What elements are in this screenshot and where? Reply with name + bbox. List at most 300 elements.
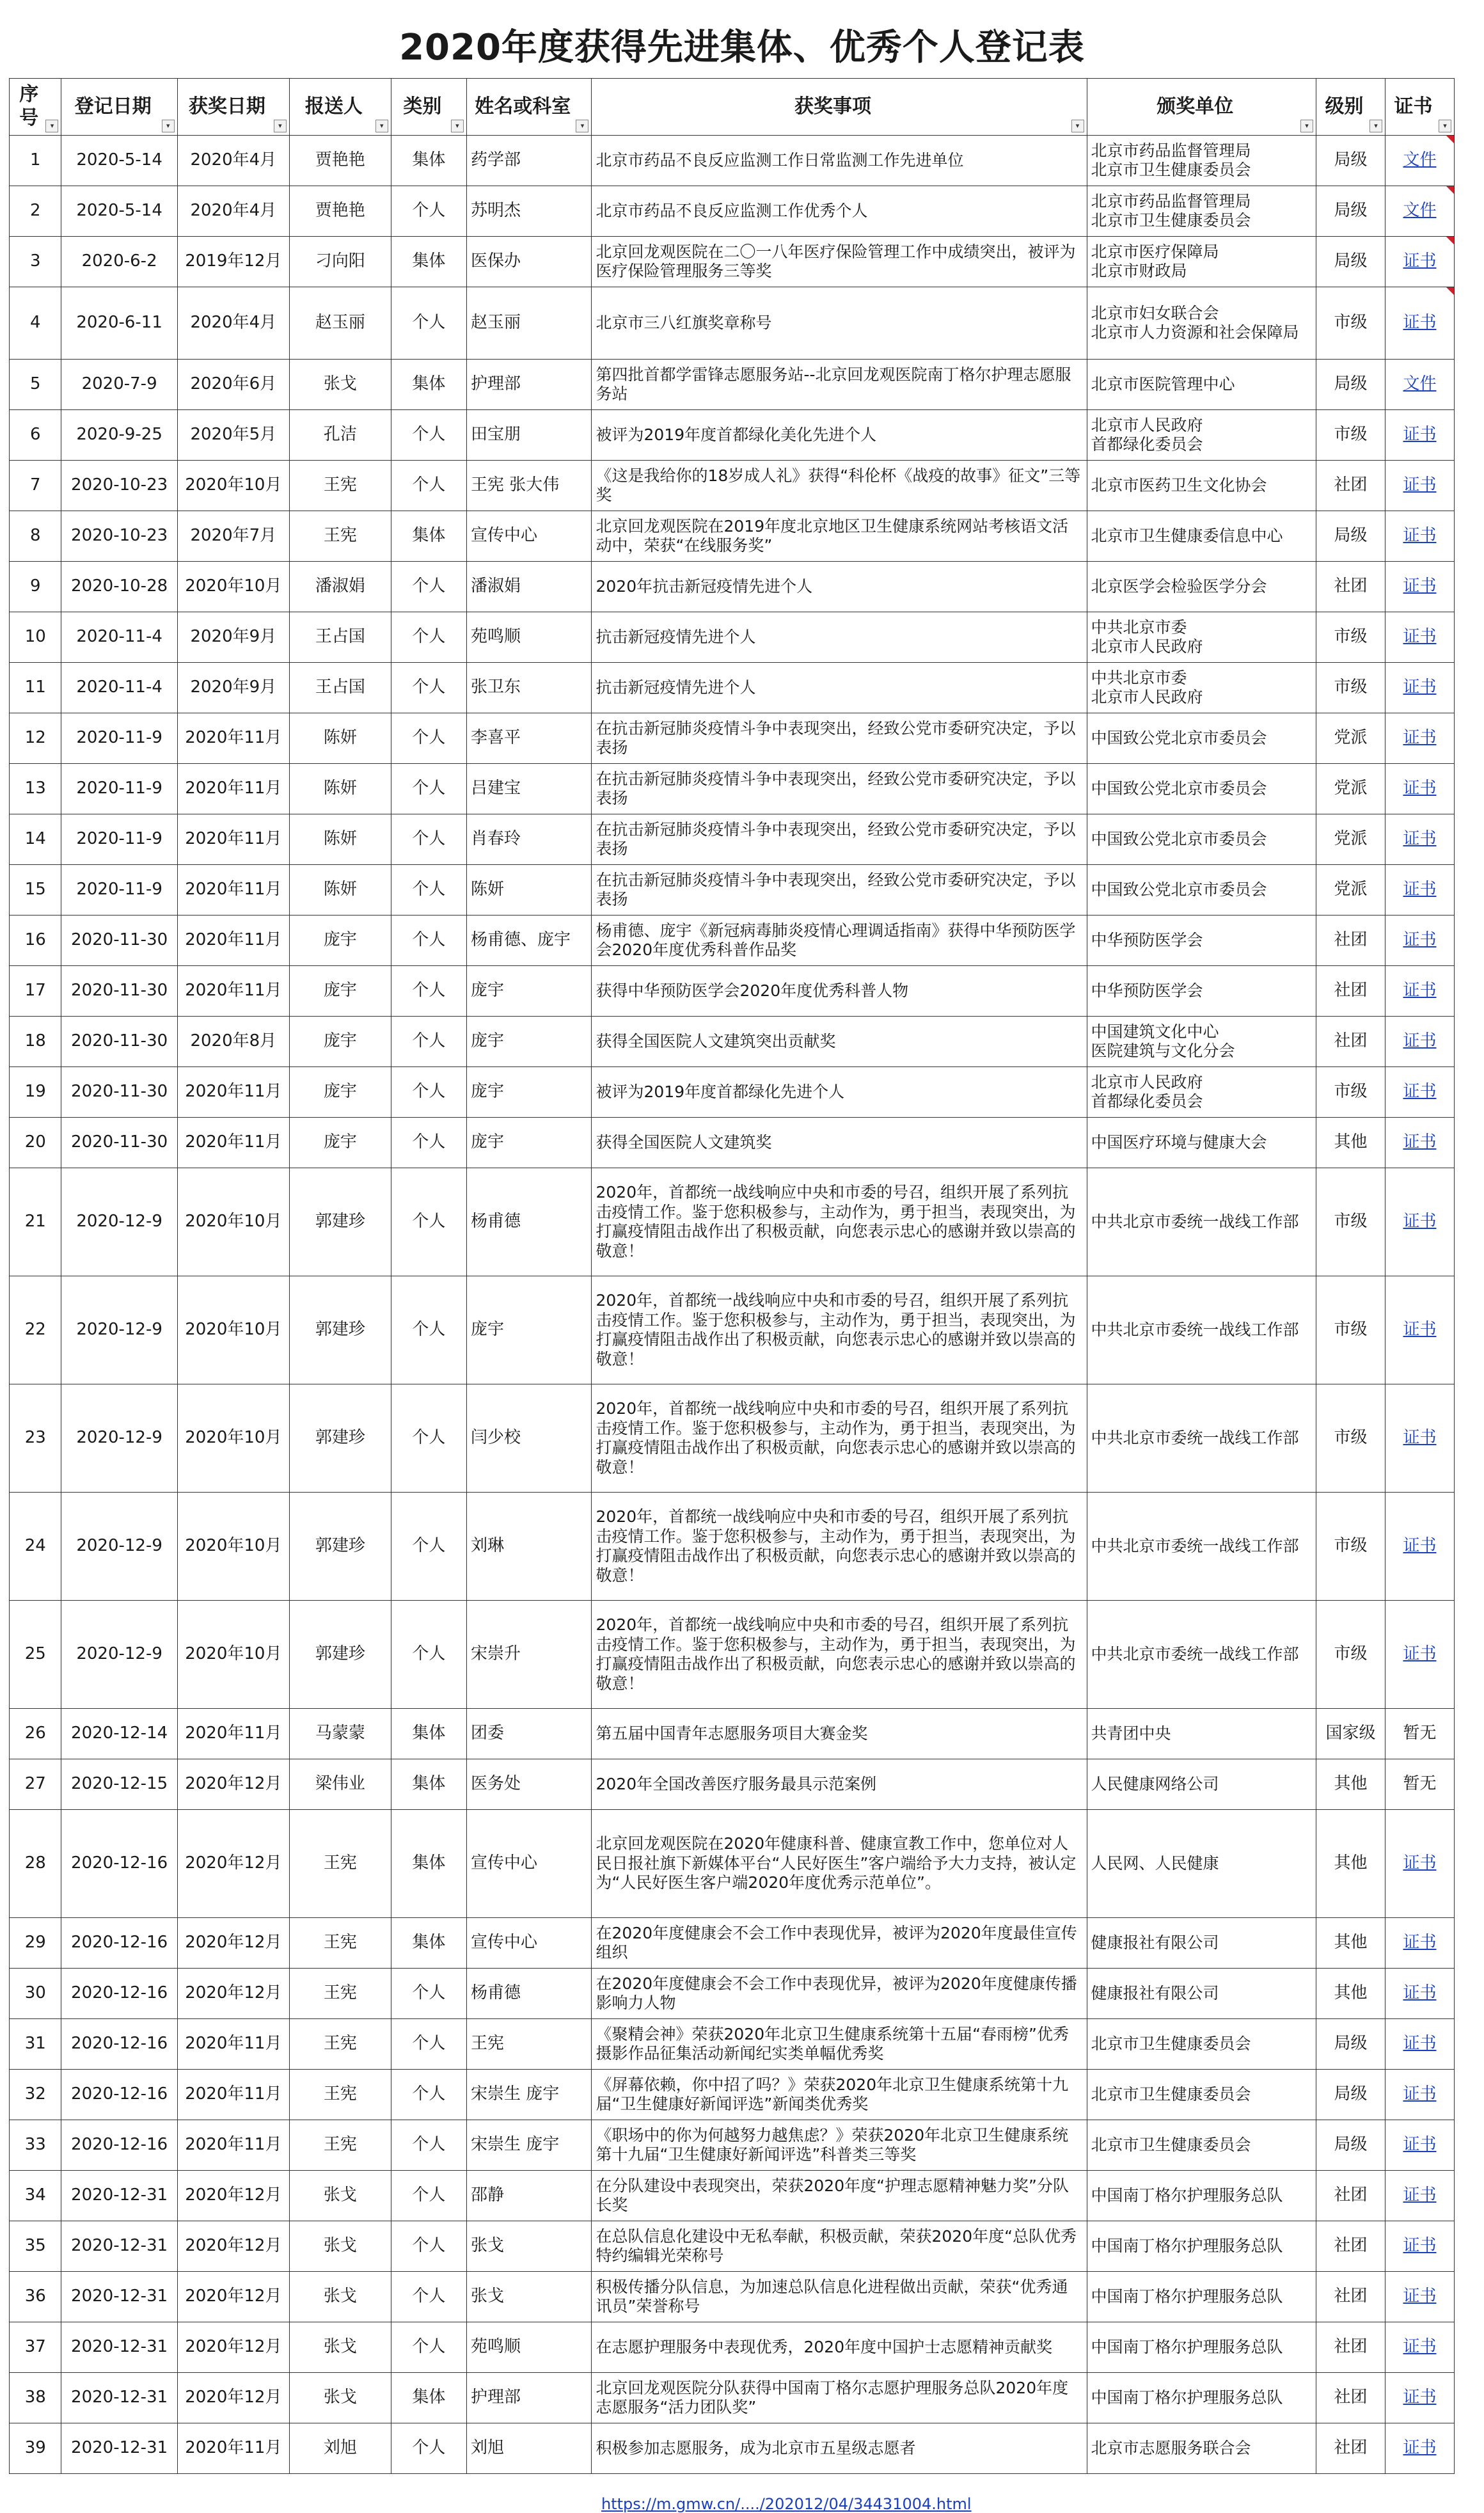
cell-name-dept: 杨甫德 <box>466 1168 592 1276</box>
table-row <box>10 2322 1455 2373</box>
cell-level: 局级 <box>1316 136 1385 186</box>
cell-register-date: 2020-11-30 <box>61 916 177 966</box>
cell-name-dept: 潘淑娟 <box>466 562 592 612</box>
cell-submitter: 庞宇 <box>289 1118 391 1168</box>
cell-issuer: 北京市卫生健康委信息中心 <box>1087 511 1316 562</box>
cell-award-date: 2020年7月 <box>177 511 289 562</box>
cell-category: 个人 <box>391 2070 466 2120</box>
cell-issuer: 中共北京市委 北京市人民政府 <box>1087 663 1316 713</box>
cell-category: 个人 <box>391 2019 466 2070</box>
cell-award-item: 在抗击新冠肺炎疫情斗争中表现突出，经致公党市委研究决定，予以表扬 <box>592 713 1087 764</box>
filter-dropdown-icon[interactable]: ▾ <box>1439 120 1451 132</box>
cell-level: 局级 <box>1316 360 1385 410</box>
cell-register-date: 2020-12-9 <box>61 1168 177 1276</box>
cell-name-dept: 李喜平 <box>466 713 592 764</box>
cell-issuer: 中国南丁格尔护理服务总队 <box>1087 2322 1316 2373</box>
filter-dropdown-icon[interactable]: ▾ <box>1300 120 1313 132</box>
cell-issuer: 北京市医疗保障局 北京市财政局 <box>1087 237 1316 287</box>
cell-name-dept: 王宪 <box>466 2019 592 2070</box>
cell-submitter: 张戈 <box>289 2272 391 2322</box>
cell-certificate[interactable]: 证书 <box>1385 2019 1454 2070</box>
cell-certificate[interactable]: 证书 <box>1385 713 1454 764</box>
cell-submitter: 郭建珍 <box>289 1168 391 1276</box>
cell-submitter: 王宪 <box>289 1969 391 2019</box>
cell-submitter: 张戈 <box>289 2373 391 2423</box>
table-row <box>10 1384 1455 1493</box>
cell-index: 16 <box>10 916 61 966</box>
cell-award-date: 2020年12月 <box>177 2373 289 2423</box>
cell-category: 个人 <box>391 663 466 713</box>
table-body <box>10 136 1455 2474</box>
cell-level: 党派 <box>1316 764 1385 814</box>
cell-category: 集体 <box>391 2373 466 2423</box>
cell-certificate: 暂无 <box>1385 1709 1454 1759</box>
cell-register-date: 2020-12-9 <box>61 1384 177 1493</box>
cell-issuer: 中国致公党北京市委员会 <box>1087 764 1316 814</box>
cell-name-dept: 医务处 <box>466 1759 592 1810</box>
cell-register-date: 2020-12-16 <box>61 1918 177 1969</box>
cell-certificate[interactable]: 证书 <box>1385 2322 1454 2373</box>
cell-award-item: 北京市药品不良反应监测工作优秀个人 <box>592 186 1087 237</box>
filter-dropdown-icon[interactable]: ▾ <box>375 120 388 132</box>
cell-index: 6 <box>10 410 61 461</box>
cell-level: 局级 <box>1316 186 1385 237</box>
cell-award-date: 2020年11月 <box>177 713 289 764</box>
cell-index: 19 <box>10 1067 61 1118</box>
cell-category: 个人 <box>391 461 466 511</box>
cell-level: 社团 <box>1316 562 1385 612</box>
cell-name-dept: 赵玉丽 <box>466 287 592 360</box>
cell-index: 11 <box>10 663 61 713</box>
cell-index: 14 <box>10 814 61 865</box>
cell-level: 局级 <box>1316 2070 1385 2120</box>
col-header-submitter <box>289 79 391 136</box>
cell-index: 29 <box>10 1918 61 1969</box>
cell-level: 局级 <box>1316 237 1385 287</box>
cell-certificate[interactable]: 证书 <box>1385 2120 1454 2171</box>
cell-submitter: 郭建珍 <box>289 1276 391 1384</box>
cell-certificate[interactable]: 文件 <box>1385 136 1454 186</box>
cell-category: 个人 <box>391 2171 466 2221</box>
cell-certificate[interactable]: 证书 <box>1385 764 1454 814</box>
cell-level: 社团 <box>1316 2373 1385 2423</box>
cell-index: 38 <box>10 2373 61 2423</box>
cell-index: 23 <box>10 1384 61 1493</box>
cell-issuer: 北京市药品监督管理局 北京市卫生健康委员会 <box>1087 186 1316 237</box>
cell-index: 31 <box>10 2019 61 2070</box>
col-header-register-date <box>61 79 177 136</box>
cell-award-item: 抗击新冠疫情先进个人 <box>592 612 1087 663</box>
cell-award-item: 积极传播分队信息，为加速总队信息化进程做出贡献，荣获“优秀通讯员”荣誉称号 <box>592 2272 1087 2322</box>
filter-dropdown-icon[interactable]: ▾ <box>1370 120 1382 132</box>
cell-issuer: 北京市人民政府 首都绿化委员会 <box>1087 410 1316 461</box>
col-header-index <box>10 79 61 136</box>
cell-level: 局级 <box>1316 511 1385 562</box>
table-row <box>10 1493 1455 1601</box>
header-label: 颁奖单位 <box>1156 95 1234 118</box>
cell-name-dept: 王宪 张大伟 <box>466 461 592 511</box>
cell-award-item: 2020年抗击新冠疫情先进个人 <box>592 562 1087 612</box>
cell-name-dept: 杨甫德、庞宇 <box>466 916 592 966</box>
cell-index: 2 <box>10 186 61 237</box>
cell-issuer: 中国建筑文化中心 医院建筑与文化分会 <box>1087 1017 1316 1067</box>
cell-register-date: 2020-12-16 <box>61 1969 177 2019</box>
cell-index: 18 <box>10 1017 61 1067</box>
cell-award-item: 《职场中的你为何越努力越焦虑？》荣获2020年北京卫生健康系统第十九届“卫生健康好新闻评选”科普类三等奖 <box>592 2120 1087 2171</box>
cell-level: 市级 <box>1316 612 1385 663</box>
cell-issuer: 北京市医院管理中心 <box>1087 360 1316 410</box>
cell-register-date: 2020-11-9 <box>61 865 177 916</box>
cell-award-date: 2020年12月 <box>177 2272 289 2322</box>
cell-issuer: 中国致公党北京市委员会 <box>1087 713 1316 764</box>
cell-certificate[interactable]: 证书 <box>1385 2221 1454 2272</box>
cell-award-date: 2020年11月 <box>177 2120 289 2171</box>
cell-name-dept: 苑鸣顺 <box>466 2322 592 2373</box>
cell-award-item: 2020年，首都统一战线响应中央和市委的号召，组织开展了系列抗击疫情工作。鉴于您积极参与，主动作为，勇于担当，表现突出，为打赢疫情阻击战作出了积极贡献，向您表示忠心的感谢并致以崇高的敬意！ <box>592 1384 1087 1493</box>
cell-register-date: 2020-12-15 <box>61 1759 177 1810</box>
cell-submitter: 梁伟业 <box>289 1759 391 1810</box>
table-row <box>10 461 1455 511</box>
cell-index: 21 <box>10 1168 61 1276</box>
table-row <box>10 237 1455 287</box>
cell-index: 24 <box>10 1493 61 1601</box>
cell-submitter: 马蒙蒙 <box>289 1709 391 1759</box>
filter-dropdown-icon[interactable]: ▾ <box>576 120 588 132</box>
cell-submitter: 王宪 <box>289 2070 391 2120</box>
cell-submitter: 陈妍 <box>289 865 391 916</box>
cell-issuer: 北京市卫生健康委员会 <box>1087 2120 1316 2171</box>
cell-certificate[interactable]: 证书 <box>1385 663 1454 713</box>
cell-award-date: 2020年12月 <box>177 2171 289 2221</box>
cell-register-date: 2020-7-9 <box>61 360 177 410</box>
cell-name-dept: 医保办 <box>466 237 592 287</box>
cell-category: 集体 <box>391 1759 466 1810</box>
cell-certificate[interactable]: 证书 <box>1385 966 1454 1017</box>
cell-register-date: 2020-12-9 <box>61 1276 177 1384</box>
cell-award-item: 2020年全国改善医疗服务最具示范案例 <box>592 1759 1087 1810</box>
filter-dropdown-icon[interactable]: ▾ <box>45 120 58 132</box>
cell-index: 39 <box>10 2423 61 2474</box>
cell-name-dept: 宋崇生 庞宇 <box>466 2120 592 2171</box>
cell-certificate[interactable]: 证书 <box>1385 1810 1454 1918</box>
cell-level: 局级 <box>1316 2019 1385 2070</box>
cell-award-item: 2020年，首都统一战线响应中央和市委的号召，组织开展了系列抗击疫情工作。鉴于您积极参与，主动作为，勇于担当，表现突出，为打赢疫情阻击战作出了积极贡献，向您表示忠心的感谢并致以崇高的敬意！ <box>592 1168 1087 1276</box>
cell-award-item: 杨甫德、庞宇《新冠病毒肺炎疫情心理调适指南》获得中华预防医学会2020年度优秀科普作品奖 <box>592 916 1087 966</box>
cell-submitter: 郭建珍 <box>289 1493 391 1601</box>
cell-register-date: 2020-11-9 <box>61 814 177 865</box>
cell-submitter: 王宪 <box>289 2120 391 2171</box>
cell-level: 市级 <box>1316 1601 1385 1709</box>
cell-award-date: 2020年6月 <box>177 360 289 410</box>
cell-submitter: 张戈 <box>289 2171 391 2221</box>
cell-certificate[interactable]: 证书 <box>1385 2070 1454 2120</box>
cell-submitter: 贾艳艳 <box>289 136 391 186</box>
cell-register-date: 2020-12-16 <box>61 2019 177 2070</box>
cell-certificate[interactable]: 证书 <box>1385 1601 1454 1709</box>
cell-issuer: 北京医学会检验医学分会 <box>1087 562 1316 612</box>
filter-dropdown-icon[interactable]: ▾ <box>162 120 175 132</box>
col-header-award-date <box>177 79 289 136</box>
cell-award-item: 在分队建设中表现突出，荣获2020年度“护理志愿精神魅力奖”分队长奖 <box>592 2171 1087 2221</box>
cell-level: 市级 <box>1316 287 1385 360</box>
cell-register-date: 2020-12-31 <box>61 2322 177 2373</box>
cell-level: 国家级 <box>1316 1709 1385 1759</box>
cell-issuer: 中国致公党北京市委员会 <box>1087 814 1316 865</box>
cell-index: 13 <box>10 764 61 814</box>
cell-certificate[interactable]: 证书 <box>1385 1067 1454 1118</box>
cell-name-dept: 药学部 <box>466 136 592 186</box>
table-row <box>10 360 1455 410</box>
cell-award-date: 2020年11月 <box>177 916 289 966</box>
cell-index: 5 <box>10 360 61 410</box>
cell-name-dept: 刘旭 <box>466 2423 592 2474</box>
cell-level: 市级 <box>1316 410 1385 461</box>
cell-award-item: 北京回龙观医院分队获得中国南丁格尔志愿护理服务总队2020年度志愿服务“活力团队奖” <box>592 2373 1087 2423</box>
cell-award-date: 2020年12月 <box>177 1810 289 1918</box>
cell-register-date: 2020-6-11 <box>61 287 177 360</box>
cell-certificate[interactable]: 证书 <box>1385 511 1454 562</box>
cell-certificate[interactable]: 证书 <box>1385 916 1454 966</box>
cell-name-dept: 庞宇 <box>466 1067 592 1118</box>
cell-certificate[interactable]: 证书 <box>1385 2373 1454 2423</box>
cell-name-dept: 庞宇 <box>466 966 592 1017</box>
cell-award-date: 2020年10月 <box>177 1384 289 1493</box>
cell-certificate[interactable]: 文件 <box>1385 186 1454 237</box>
cell-award-date: 2020年10月 <box>177 1493 289 1601</box>
cell-issuer: 健康报社有限公司 <box>1087 1918 1316 1969</box>
cell-award-item: 北京市药品不良反应监测工作日常监测工作先进单位 <box>592 136 1087 186</box>
cell-index: 35 <box>10 2221 61 2272</box>
cell-award-date: 2020年5月 <box>177 410 289 461</box>
cell-award-item: 《屏幕依赖，你中招了吗？》荣获2020年北京卫生健康系统第十九届“卫生健康好新闻评选”新闻类优秀奖 <box>592 2070 1087 2120</box>
cell-award-item: 在2020年度健康会不会工作中表现优异，被评为2020年度健康传播影响力人物 <box>592 1969 1087 2019</box>
cell-category: 个人 <box>391 916 466 966</box>
cell-category: 个人 <box>391 2221 466 2272</box>
cell-award-date: 2020年11月 <box>177 2019 289 2070</box>
table-row <box>10 2423 1455 2474</box>
cell-category: 个人 <box>391 713 466 764</box>
cell-submitter: 陈妍 <box>289 713 391 764</box>
cell-certificate[interactable]: 证书 <box>1385 562 1454 612</box>
cell-submitter: 庞宇 <box>289 966 391 1017</box>
cell-submitter: 王宪 <box>289 511 391 562</box>
header-label: 序号 <box>19 83 39 129</box>
cell-category: 个人 <box>391 1118 466 1168</box>
cell-category: 个人 <box>391 1168 466 1276</box>
cell-award-item: 北京回龙观医院在二〇一八年医疗保险管理工作中成绩突出，被评为医疗保险管理服务三等奖 <box>592 237 1087 287</box>
cell-award-date: 2020年12月 <box>177 1969 289 2019</box>
cell-certificate[interactable]: 证书 <box>1385 612 1454 663</box>
cell-name-dept: 宣传中心 <box>466 1810 592 1918</box>
cell-issuer: 中共北京市委统一战线工作部 <box>1087 1493 1316 1601</box>
cell-submitter: 庞宇 <box>289 1017 391 1067</box>
cell-award-date: 2019年12月 <box>177 237 289 287</box>
cell-certificate[interactable]: 证书 <box>1385 2171 1454 2221</box>
cell-award-item: 北京回龙观医院在2020年健康科普、健康宣教工作中，您单位对人民日报社旗下新媒体平台“人民好医生”客户端给予大力支持，被认定为“人民好医生客户端2020年度优秀示范单位”。 <box>592 1810 1087 1918</box>
cell-certificate[interactable]: 证书 <box>1385 1017 1454 1067</box>
cell-name-dept: 庞宇 <box>466 1017 592 1067</box>
table-row <box>10 1168 1455 1276</box>
cell-level: 社团 <box>1316 2272 1385 2322</box>
cell-certificate[interactable]: 证书 <box>1385 1384 1454 1493</box>
cell-award-item: 获得全国医院人文建筑突出贡献奖 <box>592 1017 1087 1067</box>
cell-award-item: 《这是我给你的18岁成人礼》获得“科伦杯《战疫的故事》征文”三等奖 <box>592 461 1087 511</box>
cell-name-dept: 张戈 <box>466 2221 592 2272</box>
filter-dropdown-icon[interactable]: ▾ <box>1071 120 1084 132</box>
cell-submitter: 王宪 <box>289 461 391 511</box>
table-row <box>10 612 1455 663</box>
cell-level: 党派 <box>1316 814 1385 865</box>
cell-award-date: 2020年10月 <box>177 461 289 511</box>
cell-certificate[interactable]: 证书 <box>1385 1168 1454 1276</box>
cell-index: 7 <box>10 461 61 511</box>
cell-index: 36 <box>10 2272 61 2322</box>
cell-award-item: 北京回龙观医院在2019年度北京地区卫生健康系统网站考核语文活动中，荣获“在线服务奖” <box>592 511 1087 562</box>
header-label: 证书 <box>1394 95 1433 118</box>
cell-name-dept: 吕建宝 <box>466 764 592 814</box>
cell-certificate[interactable]: 证书 <box>1385 461 1454 511</box>
cell-register-date: 2020-12-31 <box>61 2171 177 2221</box>
cell-level: 市级 <box>1316 1067 1385 1118</box>
cell-issuer: 中国致公党北京市委员会 <box>1087 865 1316 916</box>
footer-url-link[interactable]: https://m.gmw.cn/..../202012/04/34431004.html <box>601 2495 972 2513</box>
cell-name-dept: 宋崇升 <box>466 1601 592 1709</box>
cell-submitter: 张戈 <box>289 360 391 410</box>
cell-level: 社团 <box>1316 1017 1385 1067</box>
cell-register-date: 2020-10-23 <box>61 511 177 562</box>
cell-level: 社团 <box>1316 916 1385 966</box>
cell-award-item: 在抗击新冠肺炎疫情斗争中表现突出，经致公党市委研究决定，予以表扬 <box>592 814 1087 865</box>
header-label: 姓名或科室 <box>475 95 571 118</box>
table-row <box>10 2120 1455 2171</box>
cell-submitter: 王宪 <box>289 2019 391 2070</box>
col-header-level <box>1316 79 1385 136</box>
cell-category: 集体 <box>391 360 466 410</box>
cell-category: 集体 <box>391 237 466 287</box>
cell-name-dept: 团委 <box>466 1709 592 1759</box>
table-row <box>10 1810 1455 1918</box>
table-row <box>10 865 1455 916</box>
cell-category: 个人 <box>391 186 466 237</box>
cell-issuer: 健康报社有限公司 <box>1087 1969 1316 2019</box>
cell-certificate: 暂无 <box>1385 1759 1454 1810</box>
cell-issuer: 中共北京市委 北京市人民政府 <box>1087 612 1316 663</box>
table-row <box>10 2019 1455 2070</box>
cell-level: 其他 <box>1316 1810 1385 1918</box>
cell-submitter: 王宪 <box>289 1918 391 1969</box>
filter-dropdown-icon[interactable]: ▾ <box>274 120 287 132</box>
cell-issuer: 北京市妇女联合会 北京市人力资源和社会保障局 <box>1087 287 1316 360</box>
table-row <box>10 1759 1455 1810</box>
table-row <box>10 1601 1455 1709</box>
cell-category: 个人 <box>391 1067 466 1118</box>
cell-award-item: 获得全国医院人文建筑奖 <box>592 1118 1087 1168</box>
table-row <box>10 287 1455 360</box>
cell-register-date: 2020-10-23 <box>61 461 177 511</box>
cell-award-date: 2020年10月 <box>177 562 289 612</box>
table-row <box>10 1067 1455 1118</box>
cell-submitter: 王宪 <box>289 1810 391 1918</box>
cell-category: 个人 <box>391 2120 466 2171</box>
table-row <box>10 916 1455 966</box>
cell-register-date: 2020-12-9 <box>61 1601 177 1709</box>
cell-issuer: 北京市医药卫生文化协会 <box>1087 461 1316 511</box>
cell-index: 4 <box>10 287 61 360</box>
cell-award-item: 在抗击新冠肺炎疫情斗争中表现突出，经致公党市委研究决定，予以表扬 <box>592 764 1087 814</box>
table-row <box>10 1017 1455 1067</box>
cell-level: 市级 <box>1316 1276 1385 1384</box>
cell-register-date: 2020-12-16 <box>61 2070 177 2120</box>
cell-name-dept: 护理部 <box>466 2373 592 2423</box>
cell-certificate[interactable]: 证书 <box>1385 1493 1454 1601</box>
cell-level: 社团 <box>1316 2322 1385 2373</box>
col-header-name-dept <box>466 79 592 136</box>
cell-certificate[interactable]: 证书 <box>1385 2423 1454 2474</box>
cell-certificate[interactable]: 证书 <box>1385 410 1454 461</box>
filter-dropdown-icon[interactable]: ▾ <box>451 120 464 132</box>
cell-issuer: 中国南丁格尔护理服务总队 <box>1087 2221 1316 2272</box>
cell-category: 集体 <box>391 136 466 186</box>
cell-award-date: 2020年4月 <box>177 186 289 237</box>
cell-certificate[interactable]: 证书 <box>1385 814 1454 865</box>
col-header-category <box>391 79 466 136</box>
cell-certificate[interactable]: 证书 <box>1385 237 1454 287</box>
cell-certificate[interactable]: 证书 <box>1385 1118 1454 1168</box>
cell-register-date: 2020-11-4 <box>61 612 177 663</box>
cell-certificate[interactable]: 证书 <box>1385 2272 1454 2322</box>
cell-issuer: 中共北京市委统一战线工作部 <box>1087 1276 1316 1384</box>
cell-award-date: 2020年11月 <box>177 966 289 1017</box>
cell-issuer: 北京市卫生健康委员会 <box>1087 2019 1316 2070</box>
cell-certificate[interactable]: 证书 <box>1385 287 1454 360</box>
cell-index: 34 <box>10 2171 61 2221</box>
cell-level: 市级 <box>1316 1384 1385 1493</box>
cell-award-item: 北京市三八红旗奖章称号 <box>592 287 1087 360</box>
cell-award-item: 第四批首都学雷锋志愿服务站--北京回龙观医院南丁格尔护理志愿服务站 <box>592 360 1087 410</box>
cell-award-date: 2020年8月 <box>177 1017 289 1067</box>
cell-award-date: 2020年4月 <box>177 136 289 186</box>
col-header-award-item <box>592 79 1087 136</box>
cell-award-date: 2020年10月 <box>177 1168 289 1276</box>
table-row <box>10 713 1455 764</box>
cell-category: 个人 <box>391 2272 466 2322</box>
cell-name-dept: 庞宇 <box>466 1276 592 1384</box>
cell-category: 个人 <box>391 966 466 1017</box>
cell-category: 个人 <box>391 1017 466 1067</box>
cell-submitter: 张戈 <box>289 2221 391 2272</box>
cell-category: 个人 <box>391 764 466 814</box>
cell-name-dept: 肖春玲 <box>466 814 592 865</box>
table-row <box>10 2373 1455 2423</box>
header-label: 获奖事项 <box>794 95 871 118</box>
cell-index: 8 <box>10 511 61 562</box>
cell-certificate[interactable]: 文件 <box>1385 360 1454 410</box>
award-register-table <box>9 78 1455 2474</box>
cell-certificate[interactable]: 证书 <box>1385 865 1454 916</box>
cell-issuer: 中国南丁格尔护理服务总队 <box>1087 2272 1316 2322</box>
cell-register-date: 2020-12-31 <box>61 2272 177 2322</box>
cell-certificate[interactable]: 证书 <box>1385 1918 1454 1969</box>
cell-submitter: 王占国 <box>289 612 391 663</box>
header-label: 获奖日期 <box>188 95 265 118</box>
cell-certificate[interactable]: 证书 <box>1385 1276 1454 1384</box>
cell-award-item: 2020年，首都统一战线响应中央和市委的号召，组织开展了系列抗击疫情工作。鉴于您积极参与，主动作为，勇于担当，表现突出，为打赢疫情阻击战作出了积极贡献，向您表示忠心的感谢并致以崇高的敬意！ <box>592 1601 1087 1709</box>
cell-index: 12 <box>10 713 61 764</box>
cell-certificate[interactable]: 证书 <box>1385 1969 1454 2019</box>
cell-award-date: 2020年4月 <box>177 287 289 360</box>
cell-level: 其他 <box>1316 1918 1385 1969</box>
cell-level: 党派 <box>1316 713 1385 764</box>
